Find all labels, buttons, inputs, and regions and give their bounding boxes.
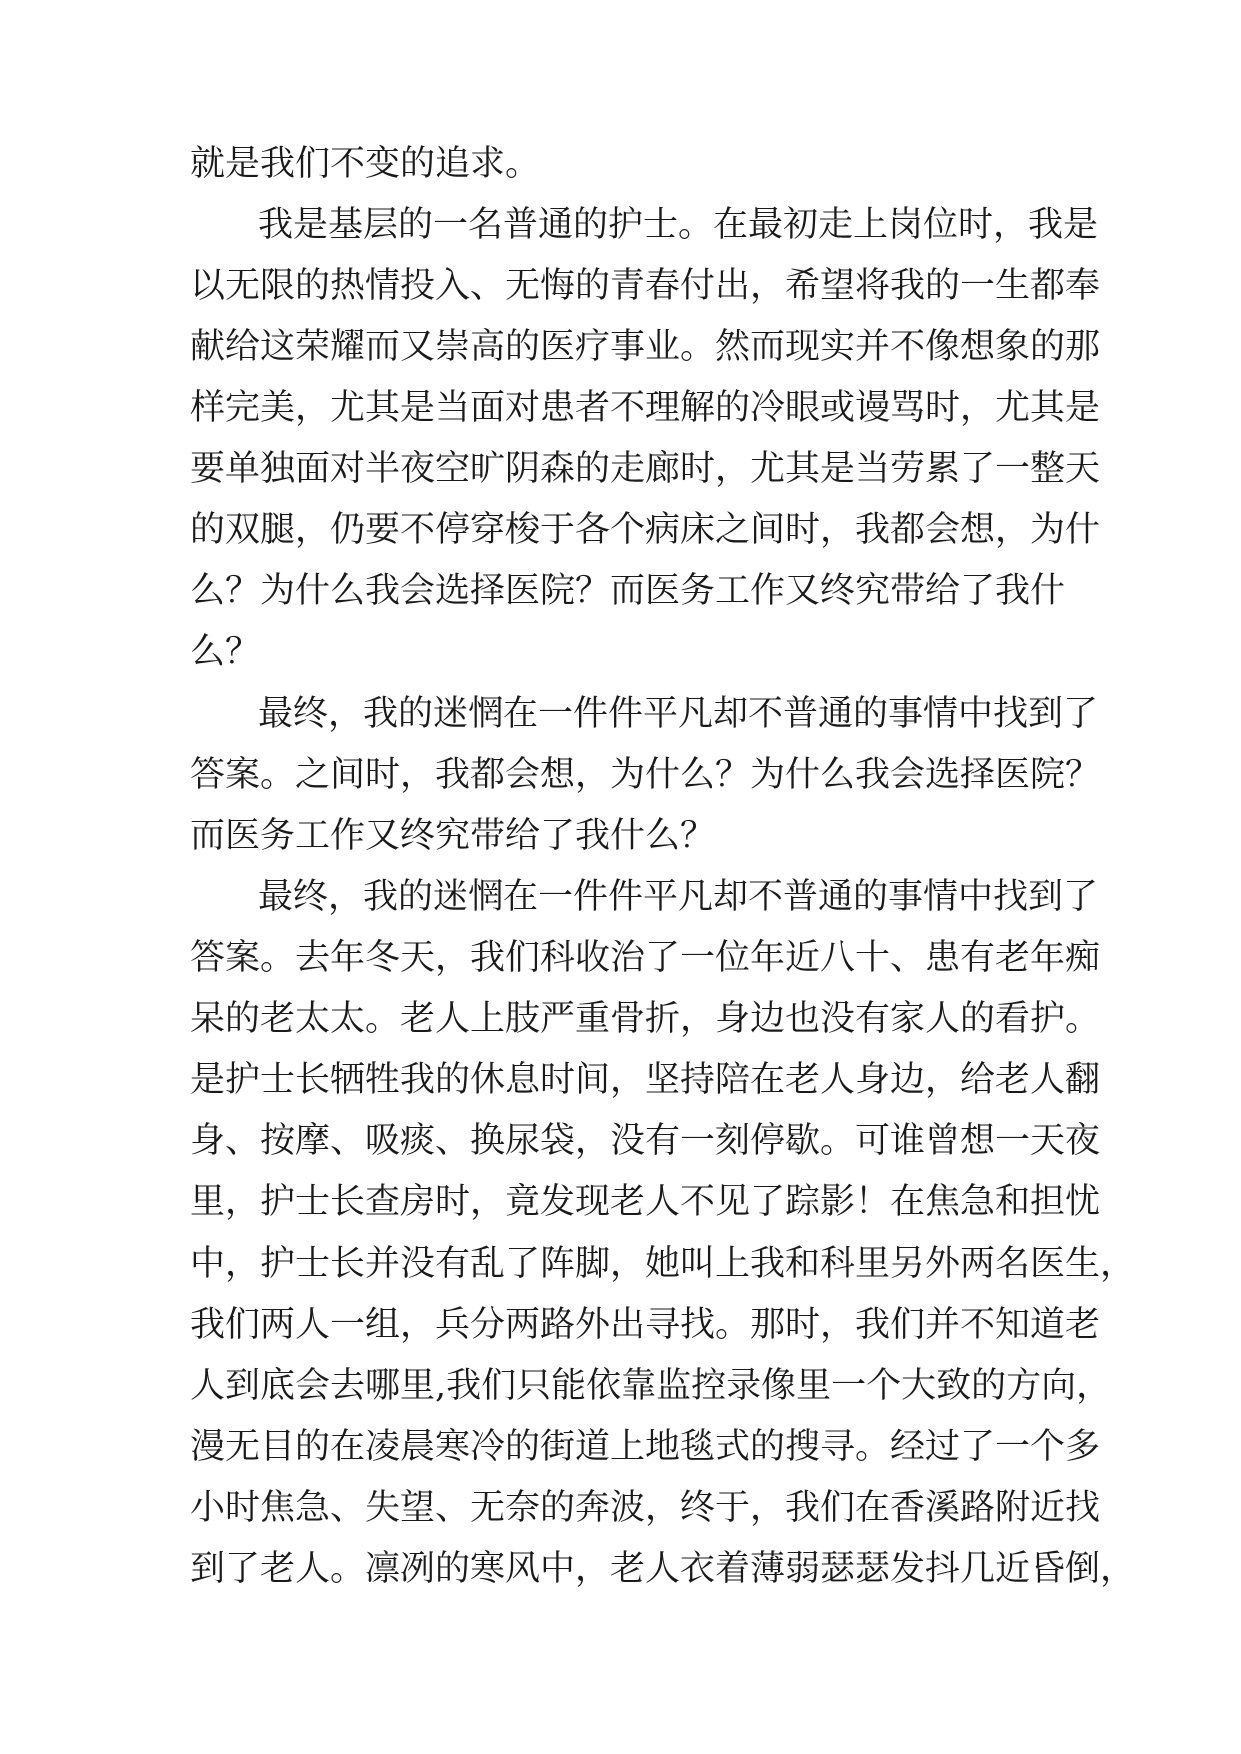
text-line: 以无限的热情投入、无悔的青春付出，希望将我的一生都奉 bbox=[190, 266, 1101, 306]
text-line: 小时焦急、失望、无奈的奔波，终于，我们在香溪路附近找 bbox=[190, 1488, 1101, 1528]
text-line: 到了老人。凛冽的寒风中，老人衣着薄弱瑟瑟发抖几近昏倒， bbox=[190, 1549, 1136, 1589]
text-line: 最终，我的迷惘在一件件平凡却不普通的事情中找到了 bbox=[258, 877, 1099, 917]
text-line: 么？为什么我会选择医院？而医务工作又终究带给了我什 bbox=[190, 571, 1066, 611]
text-line: 是护士长牺牲我的休息时间，坚持陪在老人身边，给老人翻 bbox=[190, 1060, 1101, 1100]
text-line: 献给这荣耀而又崇高的医疗事业。然而现实并不像想象的那 bbox=[190, 327, 1101, 367]
text-line: 中，护士长并没有乱了阵脚，她叫上我和科里另外两名医生， bbox=[190, 1244, 1136, 1284]
text-line: 要单独面对半夜空旷阴森的走廊时，尤其是当劳累了一整天 bbox=[190, 449, 1101, 489]
text-line: 人到底会去哪里,我们只能依靠监控录像里一个大致的方向， bbox=[190, 1366, 1112, 1406]
text-line: 漫无目的在凌晨寒冷的街道上地毯式的搜寻。经过了一个多 bbox=[190, 1427, 1101, 1467]
text-line: 我是基层的一名普通的护士。在最初走上岗位时，我是 bbox=[258, 205, 1099, 245]
text-line: 我们两人一组，兵分两路外出寻找。那时，我们并不知道老 bbox=[190, 1305, 1101, 1345]
text-line: 答案。去年冬天，我们科收治了一位年近八十、患有老年痴 bbox=[190, 938, 1101, 978]
text-line: 的双腿，仍要不停穿梭于各个病床之间时，我都会想，为什 bbox=[190, 510, 1101, 550]
text-line: 就是我们不变的追求。 bbox=[190, 144, 541, 184]
text-line: 答案。之间时，我都会想，为什么？为什么我会选择医院？ bbox=[190, 755, 1101, 795]
text-line: 么？ bbox=[190, 632, 261, 672]
text-line: 样完美，尤其是当面对患者不理解的冷眼或谩骂时，尤其是 bbox=[190, 388, 1101, 428]
text-line: 身、按摩、吸痰、换尿袋，没有一刻停歇。可谁曾想一天夜 bbox=[190, 1121, 1101, 1161]
text-line: 而医务工作又终究带给了我什么？ bbox=[190, 816, 716, 856]
text-line: 最终，我的迷惘在一件件平凡却不普通的事情中找到了 bbox=[258, 694, 1099, 734]
text-line: 呆的老太太。老人上肢严重骨折，身边也没有家人的看护。 bbox=[190, 999, 1101, 1039]
text-line: 里，护士长查房时，竟发现老人不见了踪影！在焦急和担忧 bbox=[190, 1182, 1101, 1222]
